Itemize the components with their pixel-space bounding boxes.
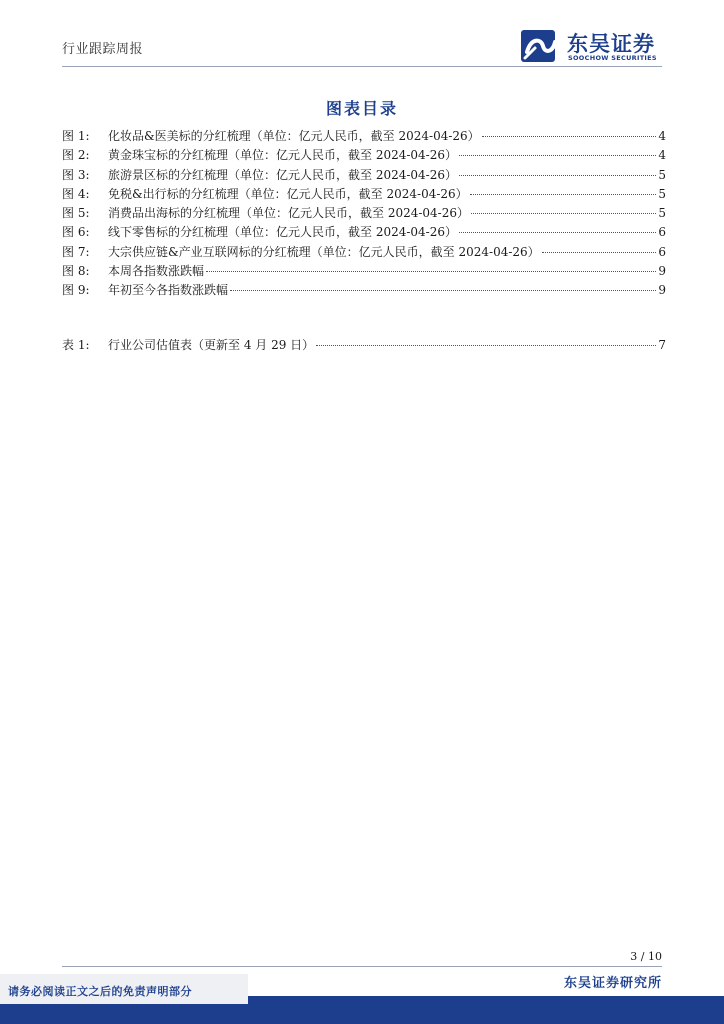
table-list — [62, 336, 666, 355]
toc-entry-page: 4 — [658, 129, 666, 143]
toc-leader-dots — [542, 252, 656, 253]
page-number: 3 / 10 — [630, 950, 662, 963]
toc-entry-title: 消费品出海标的分红梳理（单位：亿元人民币，截至 2024-04-26） — [108, 206, 470, 221]
toc-leader-dots — [230, 290, 656, 291]
company-logo — [521, 28, 681, 64]
toc-entry-title: 黄金珠宝标的分红梳理（单位：亿元人民币，截至 2024-04-26） — [108, 148, 458, 163]
toc-entry-label: 图 2: — [62, 148, 90, 163]
toc-title: 图表目录 — [325, 99, 398, 118]
toc-entry-label: 图 3: — [62, 167, 90, 182]
toc-entry-label: 图 8: — [62, 264, 90, 279]
toc-entry[interactable] — [62, 185, 666, 204]
toc-entry[interactable] — [62, 243, 666, 262]
toc-leader-dots — [316, 345, 656, 346]
footer-divider — [62, 966, 662, 967]
report-type: 行业跟踪周报 — [62, 42, 144, 57]
header-divider — [62, 66, 662, 67]
toc-entry-label: 图 5: — [62, 206, 90, 221]
toc-entry-page: 6 — [658, 244, 666, 259]
toc-entry-title: 免税&出行标的分红梳理（单位：亿元人民币，截至 2024-04-26） — [108, 186, 468, 201]
toc-leader-dots — [471, 213, 656, 214]
toc-entry-label: 图 4: — [62, 186, 90, 201]
toc-entry[interactable] — [62, 281, 666, 300]
toc-leader-dots — [459, 175, 656, 176]
toc-leader-dots — [470, 194, 656, 195]
toc-entry-title: 大宗供应链&产业互联网标的分红梳理（单位：亿元人民币，截至 2024-04-26） — [108, 244, 540, 259]
toc-entry-page: 7 — [658, 338, 666, 352]
toc-entry-page: 5 — [658, 186, 666, 201]
soochow-logo-icon — [521, 28, 561, 64]
footer-firm-name: 东吴证券研究所 — [563, 976, 662, 991]
toc-leader-dots — [459, 232, 656, 233]
toc-entry-page: 5 — [658, 206, 666, 221]
toc-entry[interactable] — [62, 204, 666, 223]
toc-entry-label: 表 1: — [62, 338, 90, 352]
logo-name-en: SOOCHOW SECURITIES — [568, 54, 657, 62]
toc-entry-label: 图 9: — [62, 283, 90, 298]
toc-entry-title: 年初至今各指数涨跌幅 — [108, 283, 229, 298]
toc-leader-dots — [482, 136, 656, 137]
toc-entry-page: 4 — [658, 148, 666, 163]
toc-entry-page: 9 — [658, 283, 666, 298]
toc-entry[interactable] — [62, 127, 666, 146]
toc-entry-title: 旅游景区标的分红梳理（单位：亿元人民币，截至 2024-04-26） — [108, 167, 458, 182]
logo-name-cn: 东吴证券 — [567, 32, 655, 56]
toc-entry-label: 图 7: — [62, 244, 90, 259]
disclaimer-text: 请务必阅读正文之后的免责声明部分 — [8, 985, 192, 998]
toc-entry-title: 线下零售标的分红梳理（单位：亿元人民币，截至 2024-04-26） — [108, 225, 458, 240]
toc-entry[interactable] — [62, 166, 666, 185]
toc-entry-title: 行业公司估值表（更新至 4 月 29 日） — [108, 338, 315, 352]
toc-entry[interactable] — [62, 262, 666, 281]
toc-entry-page: 6 — [658, 225, 666, 240]
toc-entry[interactable] — [62, 146, 666, 165]
toc-entry-label: 图 6: — [62, 225, 90, 240]
toc-entry[interactable] — [62, 336, 666, 355]
toc-leader-dots — [206, 271, 656, 272]
toc-entry-title: 本周各指数涨跌幅 — [108, 264, 205, 279]
toc-entry-page: 9 — [658, 264, 666, 279]
figure-list — [62, 127, 666, 301]
disclaimer-box — [0, 974, 248, 1004]
toc-entry-page: 5 — [658, 167, 666, 182]
toc-entry-title: 化妆品&医美标的分红梳理（单位：亿元人民币，截至 2024-04-26） — [108, 129, 480, 143]
toc-leader-dots — [459, 155, 656, 156]
toc-entry[interactable] — [62, 223, 666, 242]
toc-entry-label: 图 1: — [62, 129, 90, 143]
